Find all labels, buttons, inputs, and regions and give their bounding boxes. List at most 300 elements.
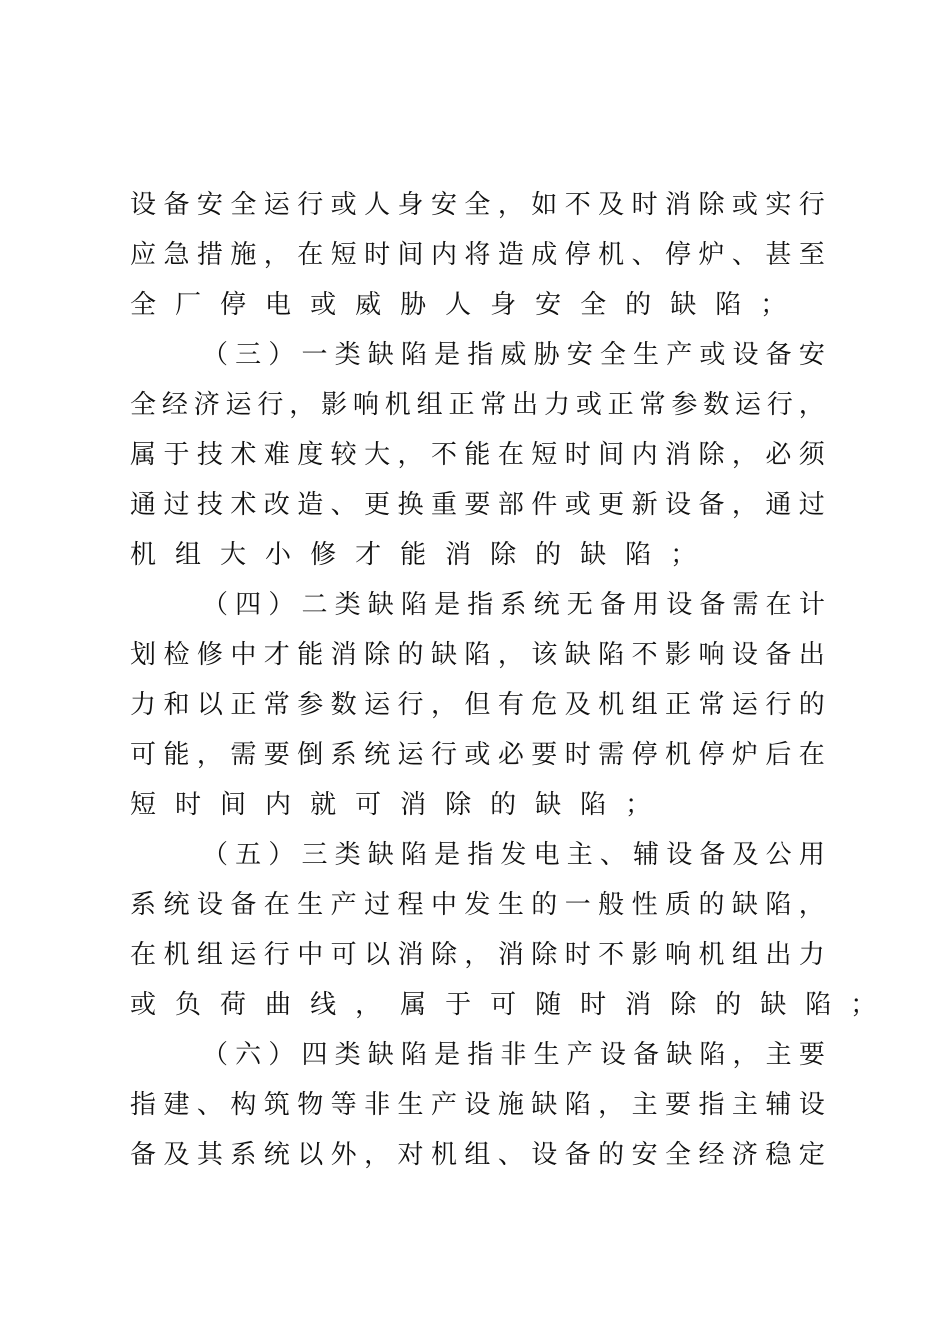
glyph: 其	[196, 1140, 223, 1170]
glyph: 能	[464, 440, 491, 470]
glyph: 缺	[430, 640, 457, 670]
glyph: 缺	[760, 990, 799, 1020]
glyph: 胁	[533, 340, 560, 370]
glyph: 陷	[715, 290, 754, 320]
glyph: 的	[490, 790, 529, 820]
glyph: 在	[798, 740, 825, 770]
glyph: 缺	[580, 540, 619, 570]
glyph: 在	[297, 240, 324, 270]
glyph: 公	[765, 840, 792, 870]
glyph: 不	[631, 640, 658, 670]
glyph: ，	[731, 490, 758, 520]
glyph: 造	[297, 490, 324, 520]
glyph: 的	[798, 690, 825, 720]
glyph: 机	[384, 390, 411, 420]
glyph: 至	[798, 240, 825, 270]
glyph: 、	[196, 1090, 223, 1120]
glyph: 应	[130, 240, 157, 270]
glyph: 通	[130, 490, 157, 520]
text-line	[130, 780, 825, 830]
glyph: ，	[497, 190, 524, 220]
glyph: 运	[397, 740, 424, 770]
glyph: ，	[732, 1040, 759, 1070]
glyph: 及	[163, 1140, 190, 1170]
glyph: 能	[400, 540, 439, 570]
glyph: 消	[400, 790, 439, 820]
text-line	[130, 930, 825, 980]
glyph: ；	[760, 290, 799, 320]
glyph: 或	[564, 490, 591, 520]
glyph: 响	[352, 390, 379, 420]
glyph: 设	[599, 1040, 626, 1070]
glyph: 及	[598, 190, 625, 220]
text-line	[130, 980, 889, 1030]
glyph: 的	[397, 640, 424, 670]
glyph: 行	[397, 690, 424, 720]
glyph: 设	[731, 640, 758, 670]
glyph: 过	[364, 890, 391, 920]
glyph: 四	[301, 1040, 328, 1070]
glyph: 以	[196, 690, 223, 720]
glyph: 短	[330, 240, 357, 270]
glyph: 机	[698, 940, 725, 970]
glyph: 全	[665, 1140, 692, 1170]
glyph: 类	[334, 1040, 361, 1070]
glyph: 组	[731, 940, 758, 970]
glyph: ，	[364, 1140, 391, 1170]
glyph: 陷	[400, 590, 427, 620]
glyph: ）	[268, 590, 295, 620]
glyph: 可	[130, 740, 157, 770]
glyph: 修	[196, 640, 223, 670]
glyph: 常	[480, 390, 507, 420]
glyph: 行	[430, 740, 457, 770]
glyph: 指	[698, 1090, 725, 1120]
glyph: （	[202, 840, 229, 870]
text-line	[130, 1030, 825, 1080]
glyph: 运	[735, 390, 762, 420]
glyph: 备	[765, 340, 792, 370]
glyph: 能	[297, 640, 324, 670]
glyph: 属	[130, 440, 157, 470]
glyph: 不	[598, 940, 625, 970]
glyph: 一	[301, 340, 328, 370]
glyph: 、	[599, 840, 626, 870]
glyph: 间	[397, 240, 424, 270]
text-line	[130, 330, 825, 380]
glyph: 出	[512, 390, 539, 420]
glyph: 系	[130, 890, 157, 920]
glyph: 甚	[765, 240, 792, 270]
glyph: 必	[497, 740, 524, 770]
glyph: 就	[310, 790, 349, 820]
glyph: 正	[230, 690, 257, 720]
glyph: 行	[766, 390, 793, 420]
glyph: 措	[196, 240, 223, 270]
glyph: ，	[731, 440, 758, 470]
glyph: 荷	[220, 990, 259, 1020]
glyph: 于	[163, 440, 190, 470]
glyph: 安	[631, 1140, 658, 1170]
glyph: 除	[670, 990, 709, 1020]
glyph: 及	[564, 690, 591, 720]
glyph: ，	[598, 1090, 625, 1120]
glyph: 备	[765, 640, 792, 670]
glyph: 响	[665, 940, 692, 970]
glyph: 术	[230, 440, 257, 470]
glyph: 数	[330, 690, 357, 720]
glyph: 二	[301, 590, 328, 620]
glyph: 除	[490, 540, 529, 570]
glyph: 陷	[765, 890, 792, 920]
glyph: 参	[297, 690, 324, 720]
glyph: 三	[235, 340, 262, 370]
glyph: 组	[416, 390, 443, 420]
glyph: 生	[297, 890, 324, 920]
glyph: 改	[263, 490, 290, 520]
glyph: 或	[310, 290, 349, 320]
glyph: 才	[263, 640, 290, 670]
glyph: 的	[698, 890, 725, 920]
glyph: 设	[666, 590, 693, 620]
glyph: 常	[263, 690, 290, 720]
glyph: 间	[220, 790, 259, 820]
glyph: 电	[533, 840, 560, 870]
text-line	[130, 480, 825, 530]
glyph: 倒	[297, 740, 324, 770]
glyph: 陷	[580, 790, 619, 820]
glyph: 行	[263, 940, 290, 970]
glyph: 以	[297, 1140, 324, 1170]
glyph: 三	[301, 840, 328, 870]
glyph: 中	[230, 640, 257, 670]
glyph: 要	[531, 740, 558, 770]
glyph: 机	[598, 240, 625, 270]
glyph: 出	[798, 640, 825, 670]
glyph: 备	[564, 1140, 591, 1170]
text-line	[130, 880, 825, 930]
text-line	[130, 730, 825, 780]
glyph: 大	[220, 540, 259, 570]
glyph: 换	[397, 490, 424, 520]
glyph: 陷	[625, 540, 664, 570]
glyph: 陷	[598, 640, 625, 670]
glyph: 须	[798, 440, 825, 470]
text-line	[130, 180, 825, 230]
glyph: 缺	[535, 790, 574, 820]
glyph: 行	[765, 690, 792, 720]
glyph: 曲	[265, 990, 304, 1020]
glyph: 运	[364, 690, 391, 720]
glyph: 该	[531, 640, 558, 670]
glyph: 大	[364, 440, 391, 470]
glyph: 运	[230, 940, 257, 970]
glyph: 消	[625, 990, 664, 1020]
glyph: 时	[580, 990, 619, 1020]
glyph: ，	[430, 690, 457, 720]
glyph: 或	[731, 190, 758, 220]
glyph: 施	[230, 240, 257, 270]
glyph: 机	[665, 740, 692, 770]
glyph: 实	[765, 190, 792, 220]
glyph: 随	[535, 990, 574, 1020]
glyph: 及	[732, 840, 759, 870]
glyph: 无	[566, 590, 593, 620]
glyph: 过	[163, 490, 190, 520]
glyph: 要	[665, 1090, 692, 1120]
glyph: 备	[599, 590, 626, 620]
glyph: 时	[364, 240, 391, 270]
glyph: 行	[798, 190, 825, 220]
glyph: 常	[639, 390, 666, 420]
glyph: 消	[445, 540, 484, 570]
glyph: 是	[434, 840, 461, 870]
glyph: 和	[163, 690, 190, 720]
glyph: 运	[225, 390, 252, 420]
glyph: 外	[330, 1140, 357, 1170]
glyph: 设	[464, 1090, 491, 1120]
glyph: 缺	[367, 590, 394, 620]
glyph: 中	[297, 940, 324, 970]
glyph: 经	[698, 1140, 725, 1170]
glyph: 消	[665, 440, 692, 470]
glyph: 生	[497, 890, 524, 920]
glyph: 厂	[175, 290, 214, 320]
glyph: 停	[220, 290, 259, 320]
glyph: 技	[196, 440, 223, 470]
glyph: 常	[698, 690, 725, 720]
glyph: 需	[230, 740, 257, 770]
glyph: 电	[265, 290, 304, 320]
glyph: 修	[310, 540, 349, 570]
glyph: 负	[175, 990, 214, 1020]
glyph: 难	[263, 440, 290, 470]
text-line	[130, 380, 825, 430]
glyph: 可	[490, 990, 529, 1020]
glyph: 线	[310, 990, 349, 1020]
glyph: 组	[175, 540, 214, 570]
glyph: 停	[631, 740, 658, 770]
text-line	[130, 630, 825, 680]
glyph: 等	[330, 1090, 357, 1120]
glyph: 除	[364, 640, 391, 670]
glyph: 较	[330, 440, 357, 470]
glyph: ，	[196, 740, 223, 770]
glyph: 指	[130, 1090, 157, 1120]
glyph: 除	[698, 190, 725, 220]
glyph: 组	[631, 690, 658, 720]
text-line	[130, 1130, 825, 1180]
glyph: 陷	[400, 840, 427, 870]
glyph: 危	[531, 690, 558, 720]
glyph: 缺	[367, 340, 394, 370]
glyph: 技	[196, 490, 223, 520]
glyph: 产	[566, 1040, 593, 1070]
glyph: 运	[731, 690, 758, 720]
glyph: 行	[297, 190, 324, 220]
glyph: 炉	[698, 240, 725, 270]
glyph: 在	[130, 940, 157, 970]
glyph: 般	[598, 890, 625, 920]
glyph: 、	[631, 240, 658, 270]
glyph: 辅	[765, 1090, 792, 1120]
glyph: 以	[364, 940, 391, 970]
glyph: 主	[731, 1090, 758, 1120]
glyph: 造	[497, 240, 524, 270]
glyph: 发	[500, 840, 527, 870]
glyph: 消	[330, 640, 357, 670]
glyph: 的	[625, 290, 664, 320]
glyph: 产	[430, 1090, 457, 1120]
glyph: ，	[798, 390, 825, 420]
glyph: 件	[531, 490, 558, 520]
glyph: 构	[230, 1090, 257, 1120]
glyph: 指	[467, 840, 494, 870]
glyph: 人	[445, 290, 484, 320]
glyph: 指	[467, 340, 494, 370]
glyph: 除	[445, 790, 484, 820]
glyph: 备	[699, 840, 726, 870]
glyph: 陷	[564, 1090, 591, 1120]
glyph: 于	[445, 990, 484, 1020]
glyph: 发	[464, 890, 491, 920]
glyph: 筑	[263, 1090, 290, 1120]
glyph: 的	[715, 990, 754, 1020]
glyph: 设	[798, 1090, 825, 1120]
glyph: 时	[631, 190, 658, 220]
glyph: 是	[434, 590, 461, 620]
glyph: 重	[430, 490, 457, 520]
glyph: 出	[765, 940, 792, 970]
glyph: 产	[666, 340, 693, 370]
glyph: 全	[130, 290, 169, 320]
glyph: 产	[330, 890, 357, 920]
glyph: 陷	[699, 1040, 726, 1070]
text-line	[130, 1080, 825, 1130]
glyph: 安	[430, 190, 457, 220]
glyph: 全	[599, 340, 626, 370]
glyph: 缺	[564, 640, 591, 670]
glyph: 用	[633, 590, 660, 620]
glyph: 消	[497, 940, 524, 970]
glyph: 身	[490, 290, 529, 320]
glyph: ）	[268, 340, 295, 370]
glyph: ，	[397, 440, 424, 470]
glyph: 或	[575, 390, 602, 420]
glyph: ，	[497, 640, 524, 670]
body-text	[130, 180, 889, 1180]
glyph: 的	[535, 540, 574, 570]
glyph: 过	[798, 490, 825, 520]
glyph: 设	[665, 490, 692, 520]
glyph: 胁	[400, 290, 439, 320]
glyph: 备	[130, 1140, 157, 1170]
glyph: 机	[430, 1140, 457, 1170]
glyph: 正	[607, 390, 634, 420]
glyph: 全	[230, 190, 257, 220]
glyph: 更	[364, 490, 391, 520]
glyph: 内	[430, 240, 457, 270]
glyph: 系	[500, 590, 527, 620]
glyph: 的	[531, 890, 558, 920]
glyph: 类	[334, 840, 361, 870]
glyph: 主	[765, 1040, 792, 1070]
glyph: 影	[321, 390, 348, 420]
glyph: 施	[497, 1090, 524, 1120]
glyph: 备	[163, 190, 190, 220]
glyph: 设	[130, 190, 157, 220]
glyph: 类	[334, 340, 361, 370]
glyph: 全	[580, 290, 619, 320]
glyph: 需	[598, 740, 625, 770]
glyph: 或	[330, 190, 357, 220]
text-line	[130, 580, 825, 630]
glyph: 、	[330, 490, 357, 520]
glyph: 成	[531, 240, 558, 270]
glyph: 停	[564, 240, 591, 270]
glyph: 力	[798, 940, 825, 970]
text-line	[130, 680, 825, 730]
glyph: ，	[263, 240, 290, 270]
glyph: 行	[257, 390, 284, 420]
glyph: ；	[670, 540, 709, 570]
glyph: 力	[130, 690, 157, 720]
glyph: 在	[765, 590, 792, 620]
glyph: 六	[235, 1040, 262, 1070]
glyph: 一	[564, 890, 591, 920]
glyph: 可	[330, 940, 357, 970]
glyph: 短	[130, 790, 169, 820]
glyph: 统	[263, 1140, 290, 1170]
glyph: 中	[430, 890, 457, 920]
glyph: 、	[731, 240, 758, 270]
glyph: 除	[430, 940, 457, 970]
glyph: 缺	[670, 290, 709, 320]
glyph: 在	[263, 890, 290, 920]
glyph: 备	[230, 890, 257, 920]
glyph: 除	[531, 940, 558, 970]
glyph: 安	[566, 340, 593, 370]
glyph: 正	[448, 390, 475, 420]
glyph: 陷	[464, 640, 491, 670]
glyph: 将	[464, 240, 491, 270]
glyph: 安	[535, 290, 574, 320]
glyph: 能	[163, 740, 190, 770]
glyph: 消	[665, 190, 692, 220]
glyph: 除	[698, 440, 725, 470]
glyph: 是	[434, 340, 461, 370]
glyph: 身	[397, 190, 424, 220]
glyph: 统	[163, 890, 190, 920]
glyph: 如	[531, 190, 558, 220]
glyph: 统	[364, 740, 391, 770]
glyph: 备	[699, 590, 726, 620]
glyph: 生	[397, 1090, 424, 1120]
glyph: 设	[666, 840, 693, 870]
glyph: 度	[297, 440, 324, 470]
glyph: 程	[397, 890, 424, 920]
glyph: 在	[497, 440, 524, 470]
glyph: 类	[334, 590, 361, 620]
glyph: 运	[263, 190, 290, 220]
glyph: 非	[364, 1090, 391, 1120]
glyph: 消	[397, 940, 424, 970]
glyph: 建	[163, 1090, 190, 1120]
glyph: 划	[130, 640, 157, 670]
glyph: （	[202, 1040, 229, 1070]
glyph: 更	[598, 490, 625, 520]
glyph: 时	[564, 440, 591, 470]
